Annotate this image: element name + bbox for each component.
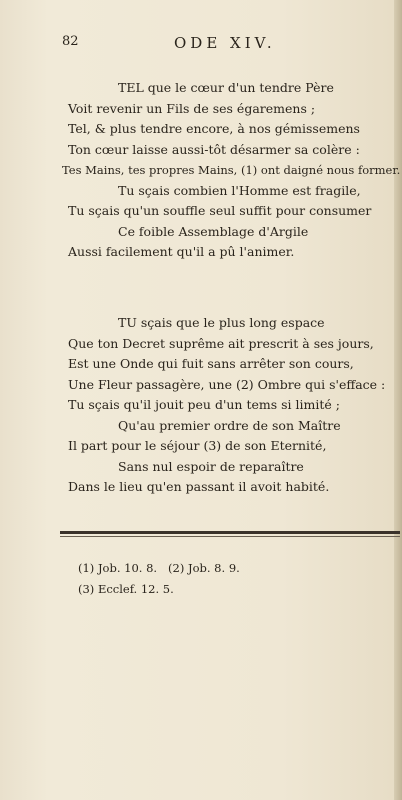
footnote-rule — [60, 531, 400, 534]
page-number: 82 — [62, 34, 79, 49]
verse-line: Une Fleur passagère, une (2) Ombre qui s'efface : — [68, 377, 386, 392]
verse-line: Est une Onde qui fuit sans arrêter son cours, — [68, 356, 354, 371]
verse-line: Tes Mains, tes propres Mains, (1) ont daigné nous former. — [62, 163, 401, 177]
verse-line: Tu sçais qu'un souffle seul suffit pour consumer — [68, 203, 372, 218]
verse-line: Aussi facilement qu'il a pû l'animer. — [68, 244, 295, 259]
verse-line: TEL que le cœur d'un tendre Père — [118, 80, 334, 95]
footnote-line: (1) Job. 10. 8. (2) Job. 8. 9. — [78, 561, 240, 575]
verse-line: Que ton Decret suprême ait prescrit à ses jours, — [68, 336, 374, 351]
footnote-line: (3) Ecclef. 12. 5. — [78, 582, 174, 596]
verse-line: Voit revenir un Fils de ses égaremens ; — [68, 101, 316, 116]
verse-line: Il part pour le séjour (3) de son Eternité, — [68, 438, 327, 453]
verse-line: TU sçais que le plus long espace — [118, 315, 325, 330]
page-header — [62, 34, 382, 54]
verse-line: Tu sçais qu'il jouit peu d'un tems si limité ; — [68, 397, 340, 412]
verse-line: Sans nul espoir de reparaître — [118, 459, 304, 474]
page-gutter-edge — [394, 0, 402, 800]
verse-line: Dans le lieu qu'en passant il avoit habité. — [68, 479, 330, 494]
verse-line: Ce foible Assemblage d'Argile — [118, 224, 309, 239]
verse-line: Tu sçais combien l'Homme est fragile, — [118, 183, 361, 198]
verse-line: Tel, & plus tendre encore, à nos gémissemens — [68, 121, 360, 136]
verse-line: Qu'au premier ordre de son Maître — [118, 418, 341, 433]
running-title: ODE XIV. — [174, 34, 276, 52]
verse-line: Ton cœur laisse aussi-tôt désarmer sa colère : — [68, 142, 360, 157]
